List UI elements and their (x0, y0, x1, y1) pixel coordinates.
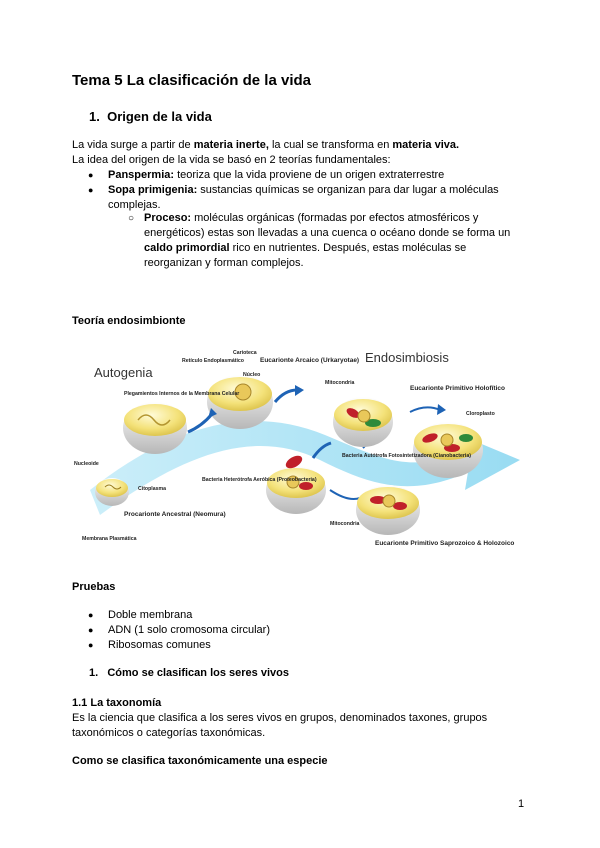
section-heading-classification (89, 667, 289, 679)
label-plegamientos: Plegamientos Internos de la Membrana Celular (124, 391, 240, 397)
intro-bold-inert: materia inerte, (193, 139, 269, 151)
arrow-2-head (295, 385, 304, 396)
label-bacteria-heterotrofa: Bacteria Heterótrofa Aeróbica (Proteobacteria) (202, 477, 317, 483)
arrow-6 (330, 490, 360, 499)
label-mitocondria-top: Mitocondria (325, 380, 355, 386)
label-eucarionte-arcaico: Eucarionte Arcaico (Urkaryotae) (260, 357, 360, 364)
list-item: ● ADN (1 solo cromosoma circular) (88, 623, 488, 638)
theories-list (88, 168, 528, 213)
label-reticulo: Retículo Endoplasmático (182, 358, 244, 364)
intro-bold-living: materia viva. (392, 139, 460, 151)
page-number: 1 (518, 798, 525, 810)
list-item: ● Sopa primigenia: sustancias químicas se organizan para dar lugar a moléculas complejas. (88, 183, 528, 213)
endosymbiont-heading: Teoría endosimbionte (72, 315, 186, 327)
list-item: ● Ribosomas comunes (88, 638, 488, 653)
endosymbiosis-diagram (74, 340, 535, 555)
label-eucarionte-saprozoico: Eucarionte Primitivo Saprozoico & Holozoico (375, 540, 515, 547)
label-mitocondria-bottom: Mitocondria (330, 521, 360, 527)
list-item: ● Doble membrana (88, 608, 488, 623)
list-item: ● Panspermia: teoriza que la vida proviene de un origen extraterrestre (88, 168, 528, 183)
section-number: 1. (89, 667, 99, 679)
evidence-heading: Pruebas (72, 581, 116, 593)
mitochondria-cell (333, 397, 393, 447)
intro-text-2: La idea del origen de la vida se basó en 2 teorías fundamentales: (72, 154, 391, 166)
list-item: ○ Proceso: moléculas orgánicas (formadas por efectos atmosféricos y energéticos) estas son llevadas a una cuenca o océano donde se forma un caldo primordial rico en nutrientes. Después, estas moléculas se reorganizan y forman complejos. (128, 211, 520, 271)
species-heading: Como se clasifica taxonómicamente una especie (72, 755, 328, 767)
diagram-title-endosimbiosis: Endosimbiosis (365, 350, 449, 365)
label-citoplasma: Citoplasma (138, 486, 166, 492)
label-cloroplasto: Cloroplasto (466, 411, 495, 417)
arrow-5-head (437, 404, 446, 415)
section-heading-origin (89, 109, 212, 124)
process-list (128, 211, 520, 271)
arrow-2 (275, 390, 297, 402)
taxonomy-text: Es la ciencia que clasifica a los seres vivos en grupos, denominados taxones, grupos taxonómicos o categorías taxonómicas. (72, 712, 488, 739)
infolding-cell (123, 402, 187, 454)
prokaryote-cell (95, 478, 129, 506)
taxonomy-heading: 1.1 La taxonomía (72, 697, 162, 709)
section-title: Cómo se clasifican los seres vivos (107, 667, 289, 679)
section-number: 1. (89, 109, 100, 124)
label-bacteria-autotrofa: Bacteria Autótrofa Fotosintetizadora (Cianobacteria) (342, 453, 471, 459)
heterotroph-cell (266, 453, 326, 514)
diagram-title-autogenia: Autogenia (94, 365, 153, 380)
label-membrana: Membrana Plasmática (82, 536, 137, 542)
page-title: Tema 5 La clasificación de la vida (72, 72, 311, 89)
intro-text: La vida surge a partir de (72, 139, 194, 151)
archaic-eukaryote-cell (207, 375, 273, 429)
intro-text: la cual se transforma en (268, 139, 393, 151)
label-procarionte: Procarionte Ancestral (Neomura) (124, 511, 226, 518)
holophytic-cell (413, 422, 483, 478)
arrow-5 (410, 407, 440, 412)
section-title: Origen de la vida (107, 109, 212, 124)
label-nucleoide: Nucleoide (74, 461, 99, 467)
label-carioteca: Carioteca (233, 350, 257, 356)
evidence-list (88, 608, 488, 653)
label-eucarionte-holofitico: Eucarionte Primitivo Holofítico (410, 385, 505, 392)
intro-paragraph (72, 138, 542, 168)
saprozoic-cell (356, 485, 420, 535)
label-nucleo: Núcleo (243, 372, 261, 378)
